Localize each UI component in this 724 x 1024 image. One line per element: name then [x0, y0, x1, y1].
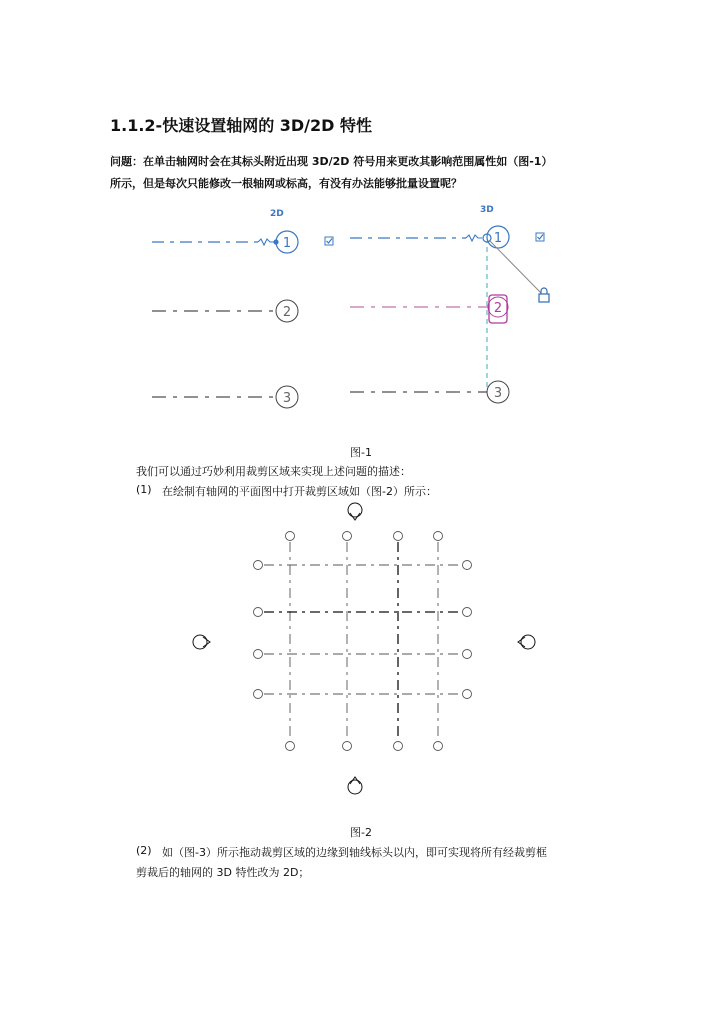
- grid-tag-3-right: 3: [493, 386, 503, 401]
- step-2-line-2: 剪裁后的轴网的 3D 特性改为 2D；: [136, 866, 310, 879]
- label-3d: 3D: [480, 205, 494, 215]
- intro-text: 我们可以通过巧妙利用裁剪区域来实现上述问题的描述：: [136, 465, 411, 478]
- grid-tag-2-right: 2: [493, 301, 503, 316]
- step-2-marker: (2): [136, 844, 152, 857]
- figure-2-caption: 图-2: [350, 826, 372, 839]
- figure-1-grid-2d-3d: [0, 195, 724, 425]
- lock-connector: [489, 240, 541, 293]
- figure-2-plan-with-crop-region: [0, 500, 724, 800]
- grid-bubble[interactable]: [254, 608, 263, 617]
- elbow-icon[interactable]: [258, 239, 274, 245]
- step-1-marker: (1): [136, 483, 152, 496]
- figure-1-caption: 图-1: [350, 446, 372, 459]
- grid-bubble[interactable]: [254, 561, 263, 570]
- checkbox-icon[interactable]: [325, 237, 333, 245]
- grid-bubble[interactable]: [463, 561, 472, 570]
- checkbox-icon[interactable]: [536, 233, 544, 241]
- section-title: 1.1.2-快速设置轴网的 3D/2D 特性: [110, 116, 373, 135]
- grid-bubble[interactable]: [254, 650, 263, 659]
- grid-tag-1-left: 1: [282, 236, 292, 251]
- grid-bubble[interactable]: [434, 532, 443, 541]
- grid-tag-2-left: 2: [282, 305, 292, 320]
- step-2-line-1: 如（图-3）所示拖动裁剪区域的边缘到轴线标头以内，即可实现将所有经裁剪框: [162, 846, 547, 859]
- step-1-text: 在绘制有轴网的平面图中打开裁剪区域如（图-2）所示：: [162, 485, 437, 498]
- lock-icon[interactable]: [539, 294, 549, 302]
- grid-bubble[interactable]: [434, 742, 443, 751]
- grid-bubble[interactable]: [254, 690, 263, 699]
- elevation-marker-south[interactable]: [348, 780, 362, 794]
- elevation-marker-east[interactable]: [521, 635, 535, 649]
- label-2d: 2D: [270, 209, 284, 219]
- grid-bubble[interactable]: [286, 532, 295, 541]
- grid-bubble[interactable]: [463, 650, 472, 659]
- grid-bubble[interactable]: [463, 690, 472, 699]
- grid-tag-1-right: 1: [493, 231, 503, 246]
- question-line-2: 所示，但是每次只能修改一根轴网或标高，有没有办法能够批量设置呢？: [110, 177, 462, 190]
- grid-bubble[interactable]: [394, 742, 403, 751]
- grid-bubble[interactable]: [394, 532, 403, 541]
- elbow-icon[interactable]: [466, 235, 482, 241]
- elevation-marker-north[interactable]: [348, 503, 362, 517]
- grid-bubble[interactable]: [343, 742, 352, 751]
- elevation-marker-west[interactable]: [193, 635, 207, 649]
- grid-bubble[interactable]: [286, 742, 295, 751]
- grid-tag-3-left: 3: [282, 391, 292, 406]
- question-line-1: 问题：在单击轴网时会在其标头附近出现 3D/2D 符号用来更改其影响范围属性如（图-1）: [110, 155, 553, 168]
- grid-bubble[interactable]: [343, 532, 352, 541]
- grid-bubble[interactable]: [463, 608, 472, 617]
